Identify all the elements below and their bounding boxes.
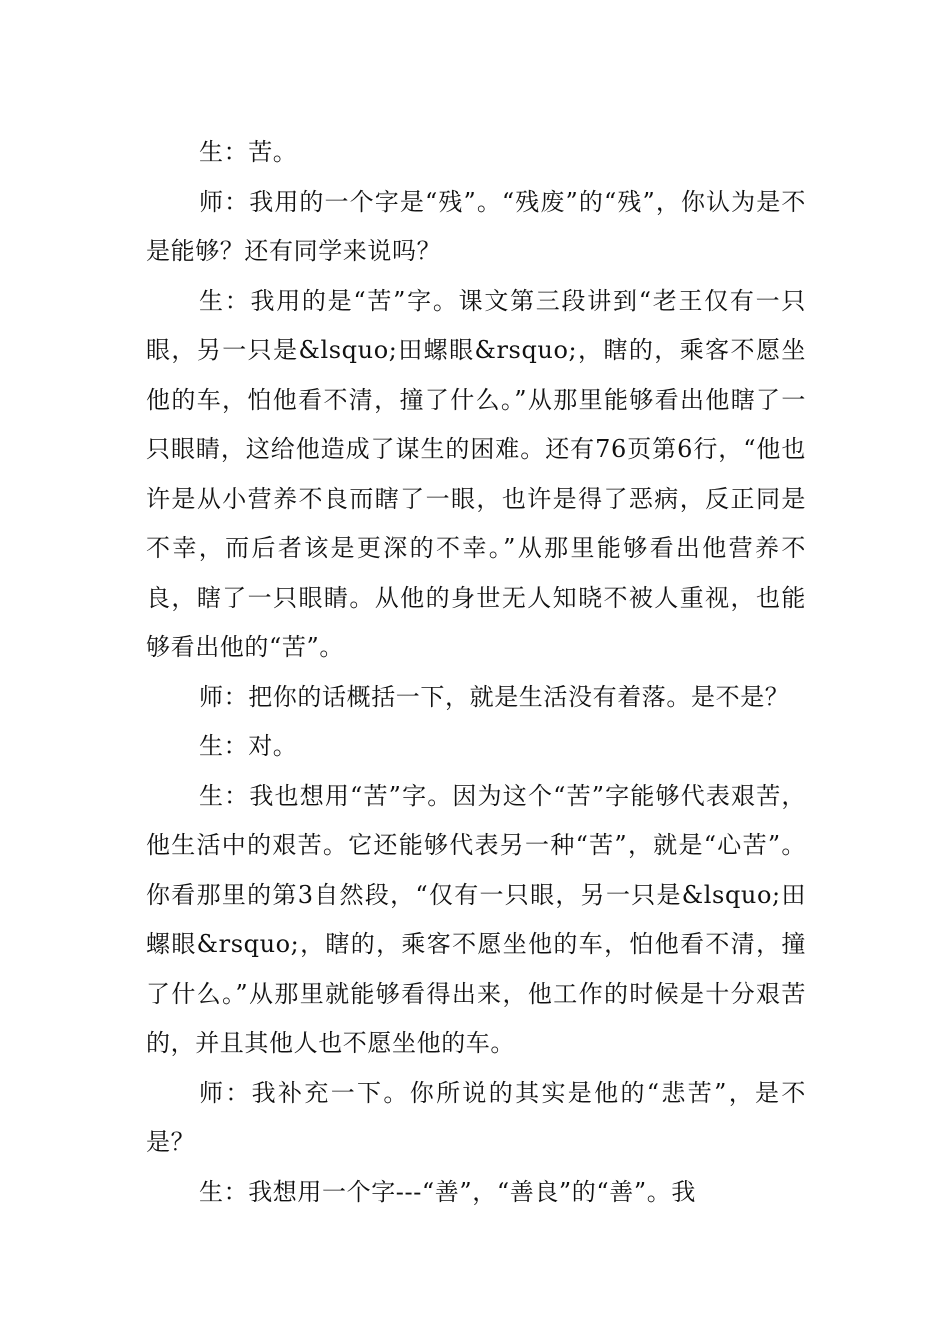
- dialogue-paragraph: 师：把你的话概括一下，就是生活没有着落。是不是？: [199, 682, 790, 711]
- dialogue-paragraph: 生：苦。: [199, 138, 298, 166]
- dialogue-paragraph: 生：我想用一个字---“善”，“善良”的“善”。我: [199, 1177, 696, 1206]
- dialogue-paragraph: 生：我也想用“苦”字。因为这个“苦”字能够代表艰苦，他生活中的艰苦。它还能够代表另一种“苦”，就是“心苦”。你看那里的第3自然段，“仅有一只眼，另一只是&lsquo;田螺眼&rsquo;，瞎的，乘客不愿坐他的车，怕他看不清，撞了什么。”从那里就能够看得出来，他工作的时候是十分艰苦的，并且其他人也不愿坐他的车。: [146, 781, 806, 1057]
- dialogue-paragraph: 师：我用的一个字是“残”。“残废”的“残”，你认为是不是能够？还有同学来说吗？: [146, 187, 806, 265]
- document-page: [146, 128, 806, 1217]
- dialogue-paragraph: 生：我用的是“苦”字。课文第三段讲到“老王仅有一只眼，另一只是&lsquo;田螺眼&rsquo;，瞎的，乘客不愿坐他的车，怕他看不清，撞了什么。”从那里能够看出他瞎了一只眼睛，这给他造成了谋生的困难。还有76页第6行，“他也许是从小营养不良而瞎了一眼，也许是得了恶病，反正同是不幸，而后者该是更深的不幸。”从那里能够看出他营养不良，瞎了一只眼睛。从他的身世无人知晓不被人重视，也能够看出他的“苦”。: [146, 286, 806, 661]
- dialogue-paragraph: 师：我补充一下。你所说的其实是他的“悲苦”，是不是？: [146, 1078, 806, 1156]
- dialogue-paragraph: 生：对。: [199, 732, 298, 760]
